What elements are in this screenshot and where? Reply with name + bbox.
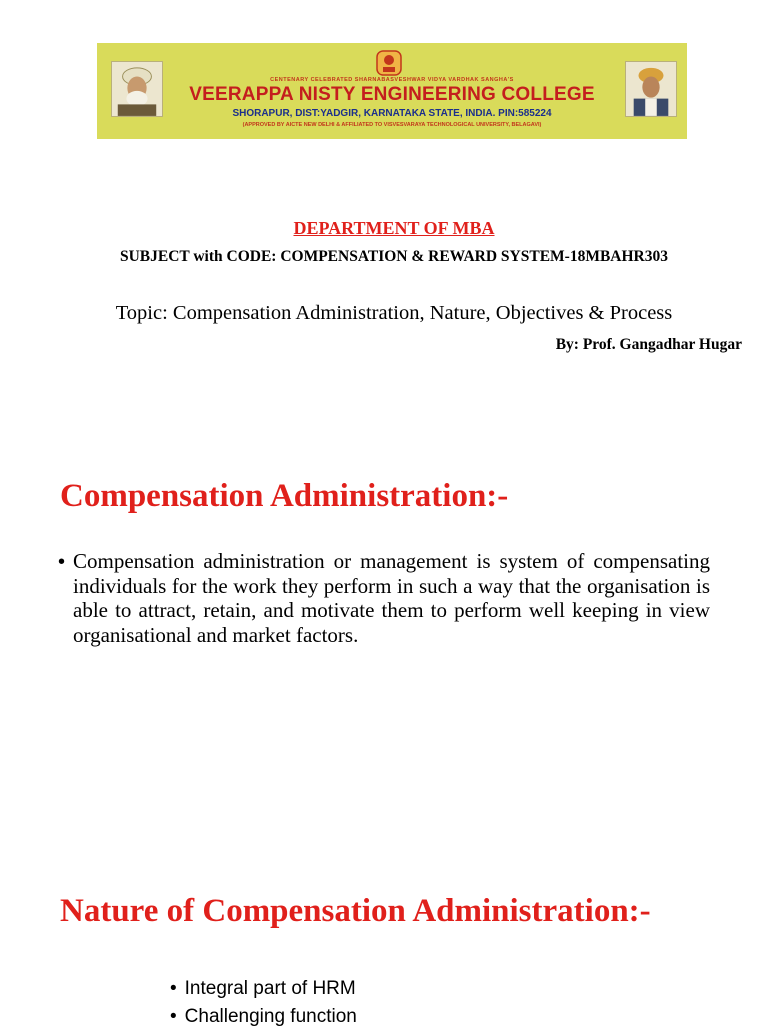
author-byline: By: Prof. Gangadhar Hugar xyxy=(555,336,742,353)
approval-line: (APPROVED BY AICTE NEW DELHI & AFFILIATED TO VISVESVARAYA TECHNOLOGICAL UNIVERSITY, BELAGAVI) xyxy=(242,122,542,128)
college-address: SHORAPUR, DIST:YADGIR, KARNATAKA STATE, INDIA. PIN:585224 xyxy=(232,108,552,119)
topic-line: Topic: Compensation Administration, Nature, Objectives & Process xyxy=(115,302,673,324)
founder-portrait-left xyxy=(111,61,163,117)
bullet-marker: • xyxy=(58,551,66,573)
subject-line: SUBJECT with CODE: COMPENSATION & REWARD SYSTEM-18MBAHR303 xyxy=(119,248,668,265)
founder-portrait-right xyxy=(625,61,677,117)
definition-paragraph: Compensation administration or management is system of compensating individuals for the work they perform in such a way that the organisation is able to attract, retain, and motivate them to perform well keeping in view organisational and market factors. xyxy=(73,549,710,647)
college-emblem-icon xyxy=(375,49,403,77)
college-name: VEERAPPA NISTY ENGINEERING COLLEGE xyxy=(189,84,595,105)
list-item: • Challenging function xyxy=(170,1003,357,1031)
section-heading-compensation-administration: Compensation Administration:- xyxy=(60,478,509,514)
college-header-banner xyxy=(97,43,687,139)
department-title: DEPARTMENT OF MBA xyxy=(293,218,495,238)
sangha-line: CENTENARY CELEBRATED SHARNABASVESHWAR VIDYA VARDHAK SANGHA'S xyxy=(270,77,514,83)
list-item: • Integral part of HRM xyxy=(170,975,357,1003)
nature-list xyxy=(170,975,357,1031)
section-heading-nature: Nature of Compensation Administration:- xyxy=(60,893,651,929)
